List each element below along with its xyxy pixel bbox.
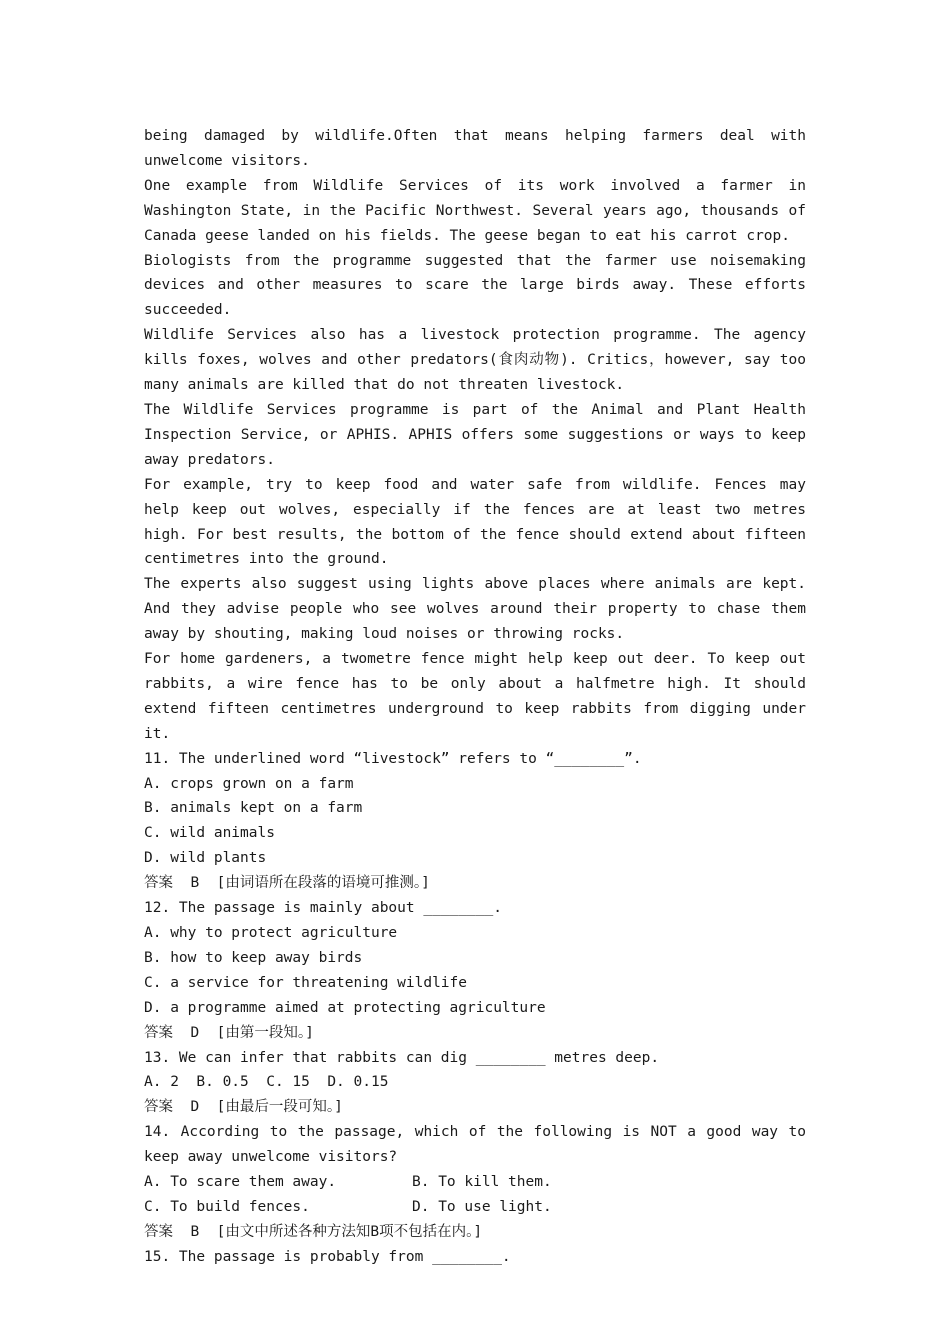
- option-d: D. wild plants: [144, 850, 267, 867]
- passage-paragraph-4: Wildlife Services also has a livestock protection programme. The agency kills foxes, wolves and other predators(食肉动物). Critics，however, say too many animals are killed that do not threaten livestock.: [144, 327, 815, 394]
- answer-key: 答案 D [由第一段知。]: [144, 1024, 314, 1041]
- option-a: A. crops grown on a farm: [144, 775, 354, 792]
- passage-paragraph-8: For home gardeners, a twometre fence might help keep out deer. To keep out rabbits, a wire fence has to be only about a halfmetre high. It should extend fifteen centimetres underground to keep rabbits from digging under it.: [144, 651, 815, 742]
- passage-paragraph-7: The experts also suggest using lights above places where animals are kept. And they advise people who see wolves around their property to chase them away by shouting, making loud noises or throwing rocks.: [144, 576, 815, 643]
- question-12: [144, 896, 806, 1045]
- question-stem: 12. The passage is mainly about ________.: [144, 900, 502, 917]
- passage-paragraph-2: One example from Wildlife Services of its work involved a farmer in Washington State, in the Pacific Northwest. Several years ago, thousands of Canada geese landed on his fields. The geese began to eat his carrot crop.: [144, 177, 815, 244]
- passage-paragraph-3: Biologists from the programme suggested that the farmer use noisemaking devices and other measures to scare the large birds away. These efforts succeeded.: [144, 252, 815, 319]
- option-d: D. To use light.: [412, 1198, 552, 1215]
- question-stem: 15. The passage is probably from ________.: [144, 1248, 511, 1265]
- answer-key: 答案 B [由文中所述各种方法知B项不包括在内。]: [144, 1223, 483, 1240]
- question-stem: 11. The underlined word “livestock” refers to “________”.: [144, 750, 642, 767]
- option-c: C. To build fences.: [144, 1198, 310, 1215]
- passage-paragraph-5: The Wildlife Services programme is part of the Animal and Plant Health Inspection Service, or APHIS. APHIS offers some suggestions or ways to keep away predators.: [144, 401, 815, 468]
- option-a: A. To scare them away.: [144, 1174, 337, 1191]
- option-row-1: [144, 1170, 806, 1195]
- question-15: [144, 1245, 806, 1270]
- passage-paragraph-1: being damaged by wildlife.Often that means helping farmers deal with unwelcome visitors.: [144, 128, 815, 169]
- option-c: C. wild animals: [144, 825, 275, 842]
- answer-key: 答案 D [由最后一段可知。]: [144, 1099, 343, 1116]
- option-c: C. a service for threatening wildlife: [144, 974, 468, 991]
- passage-paragraph-6: For example, try to keep food and water safe from wildlife. Fences may help keep out wolves, especially if the fences are at least two metres high. For best results, the bottom of the fence should extend about fifteen centimetres into the ground.: [144, 476, 824, 568]
- option-row-2: [144, 1195, 806, 1220]
- question-11: [144, 747, 806, 896]
- option-b: B. how to keep away birds: [144, 949, 363, 966]
- option-b: B. To kill them.: [412, 1174, 552, 1191]
- question-14: [144, 1120, 815, 1245]
- question-13: [144, 1046, 806, 1121]
- option-a: A. why to protect agriculture: [144, 925, 398, 941]
- options-inline: A. 2 B. 0.5 C. 15 D. 0.15: [144, 1074, 389, 1091]
- question-stem: 14. According to the passage, which of the following is NOT a good way to keep away unwelcome visitors?: [144, 1124, 815, 1166]
- document-page: [144, 124, 824, 1270]
- option-d: D. a programme aimed at protecting agriculture: [144, 999, 546, 1016]
- question-stem: 13. We can infer that rabbits can dig ________ metres deep.: [144, 1049, 660, 1066]
- option-b: B. animals kept on a farm: [144, 800, 363, 817]
- answer-key: 答案 B [由词语所在段落的语境可推测。]: [144, 875, 430, 892]
